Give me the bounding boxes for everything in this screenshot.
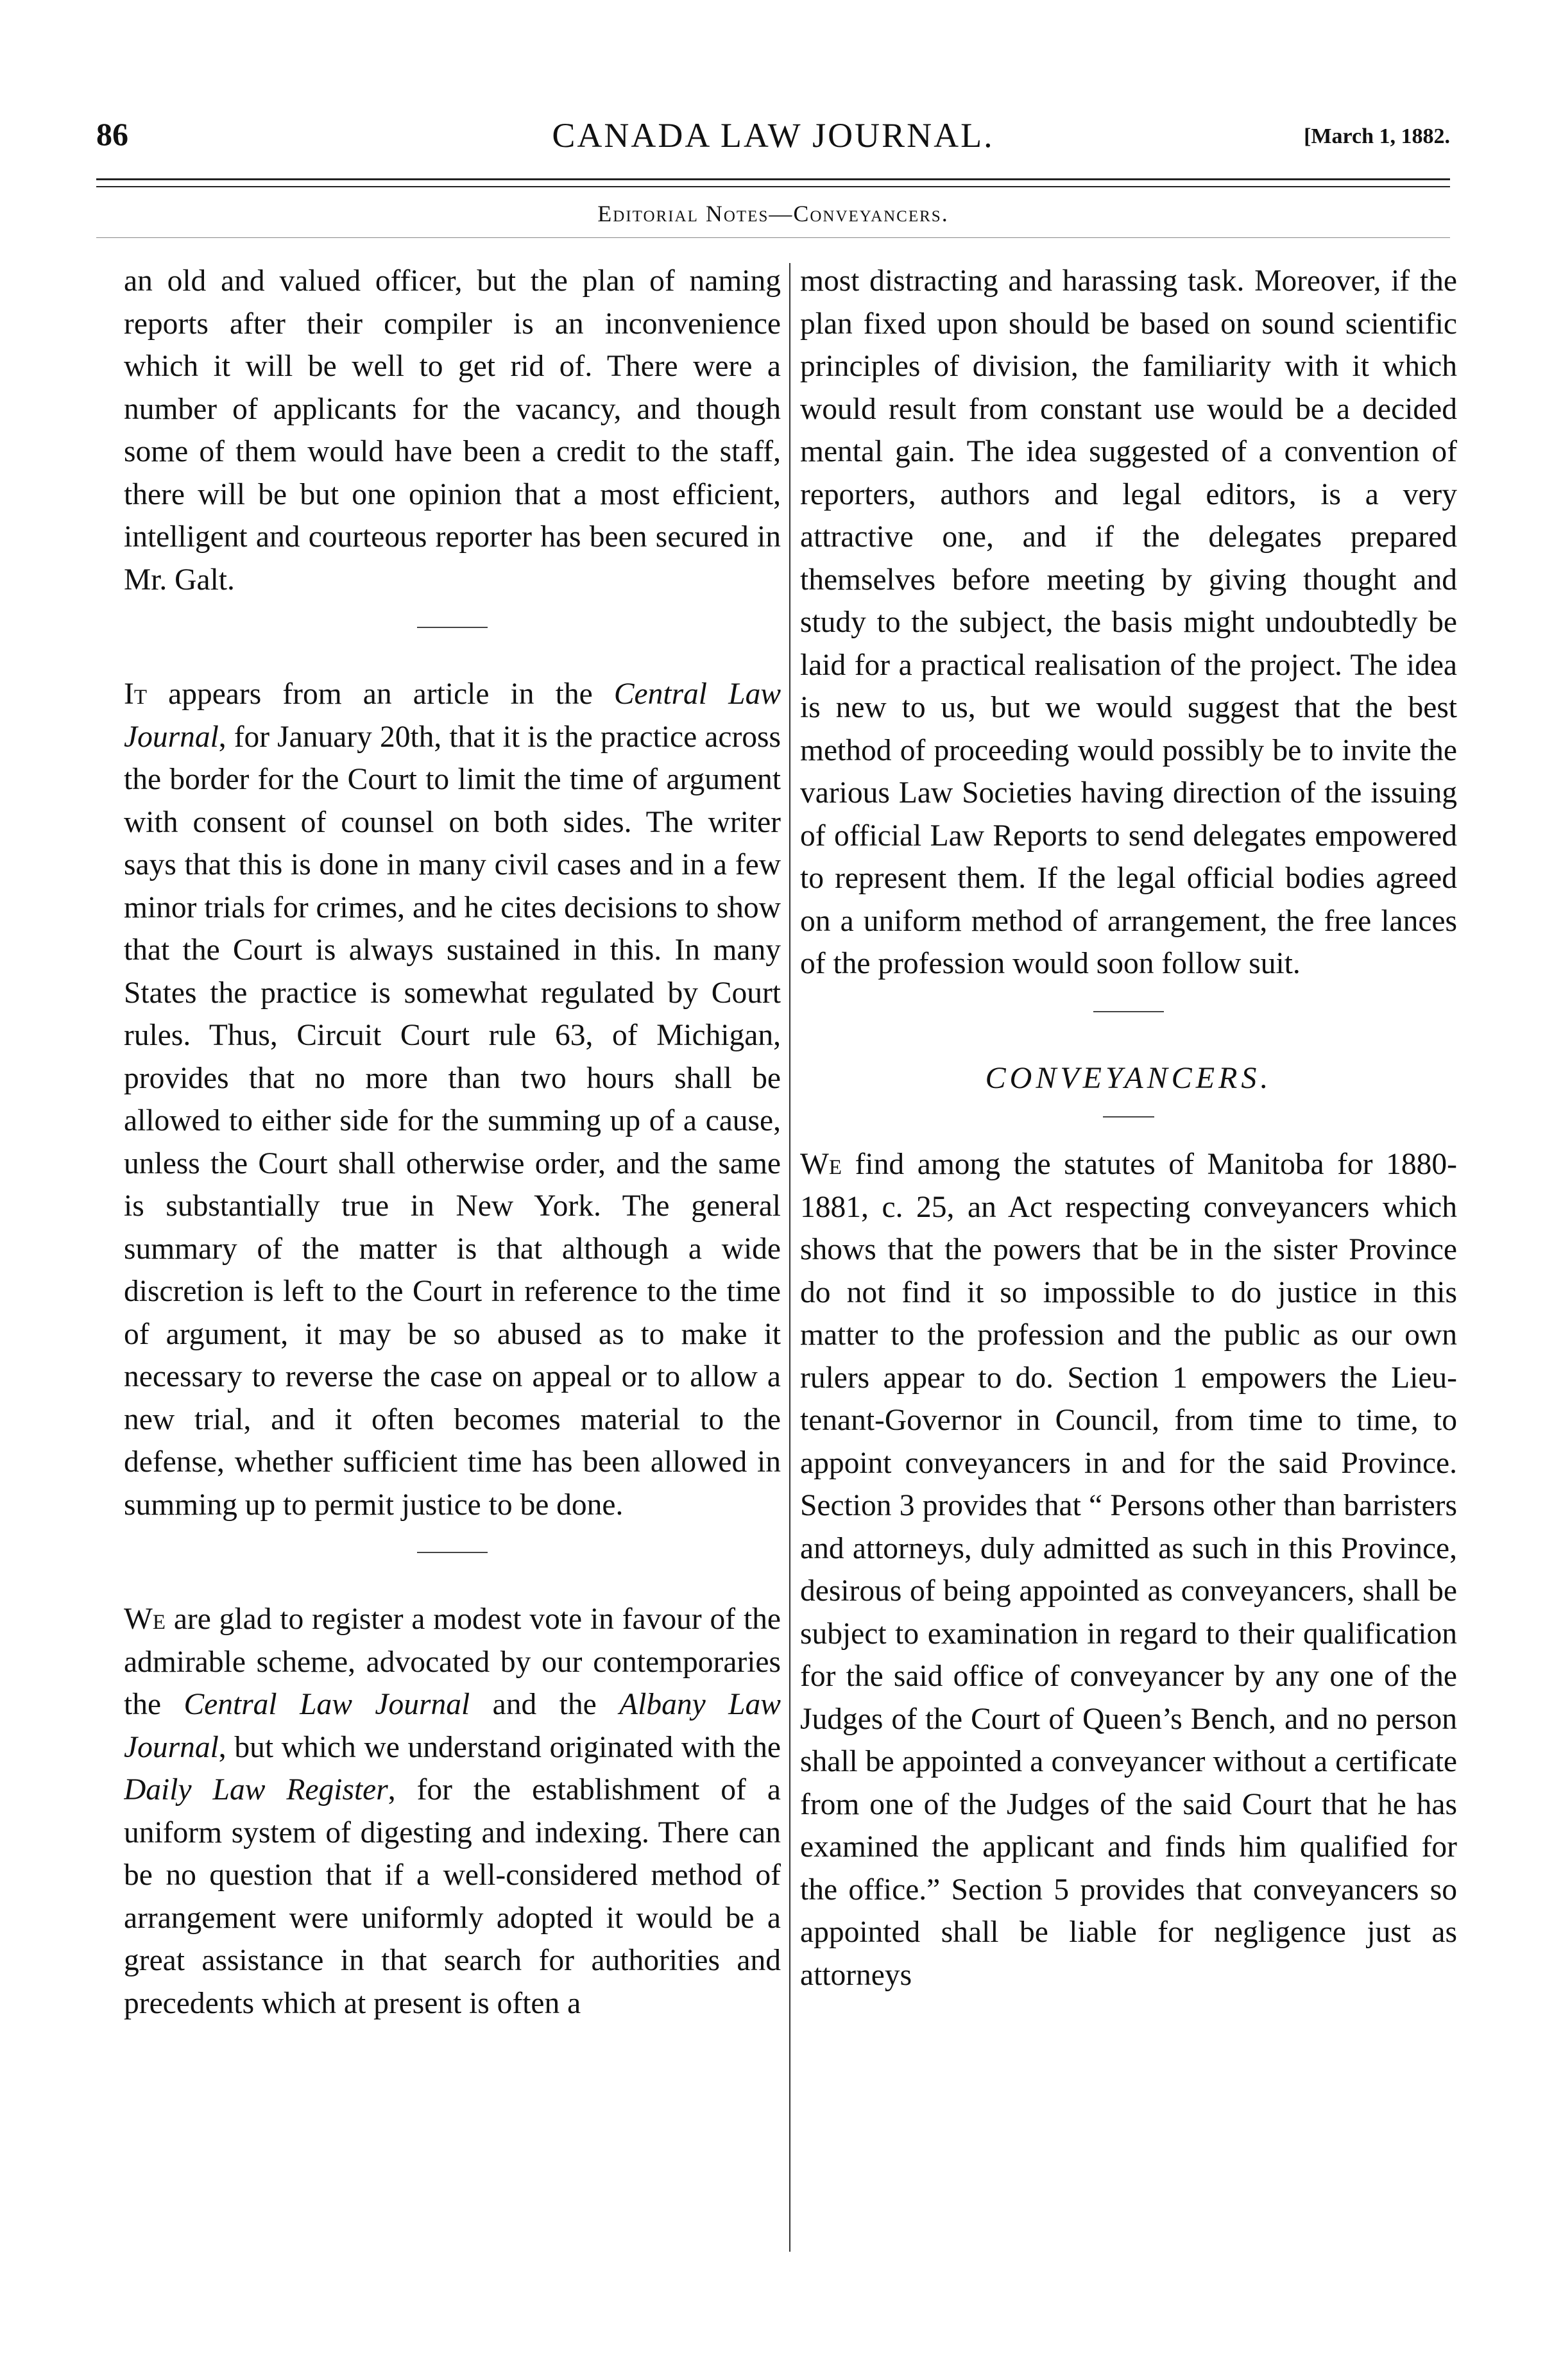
journal-title: CANADA LAW JOURNAL. — [552, 116, 994, 155]
paragraph-continuation: most distracting and harassing task. Moreover, if the plan fixed upon should be based on sound scientific principles of division, the familiarity with it which would result from constant use would be a decided mental gain. The idea suggested of a convention of reporters, authors and legal editors, is a very attractive one, and if the delegates prepared themselves before meeting by giving thought and study to the subject, the basis might undoubtedly be laid for a practical realisation of the project. The idea is new to us, but we would suggest that the best method of proceeding would possibly be to invite the various Law Societies having direction of the issuing of official Law Reports to send delegates empowered to represent them. If the legal official bodies agreed on a uniform method of arrangement, the free lances of the profession would soon follow suit. — [800, 264, 1457, 980]
left-column — [124, 260, 781, 2261]
issue-date: [March 1, 1882. — [1304, 124, 1450, 148]
article-heading-conveyancers: CONVEYANCERS. — [985, 1060, 1272, 1095]
right-column — [800, 260, 1457, 2261]
text-run: appears from an article in the — [146, 677, 614, 711]
text-run: , but which we understand originated with the — [218, 1730, 781, 1764]
section-heading: Editorial Notes—Conveyancers. — [597, 201, 949, 226]
header-rule-thin — [96, 186, 1450, 187]
paragraph-galt: an old and valued officer, but the plan of naming reports after their compiler is an inconvenience which it will be well to get rid of. There were a number of applicants for the vacancy, and though some of them would have been a credit to the staff, there will be but one opinion that a most efficient, intelligent and courteous reporter has been secured in Mr. Galt. — [124, 264, 781, 597]
text-run: , for the establishment of a uniform system of digesting and indexing. There can be no question that if a well-considered method of arrangement were uniformly adopted it would be a great assistance in that search for authorities and precedents which at present is often a — [124, 1773, 781, 2020]
journal-citation: Albany Law Journal — [124, 1688, 781, 1764]
text-run: , for January 20th, that it is the practice across the border for the Court to limit the time of argument with consent of counsel on both sides. The writer says that this is done in many civil cases and in a few minor trials for crimes, and he cites decisions to show that the Court is always sustained in this. In many States the practice is somewhat regulated by Court rules. Thus, Circuit Court rule 63, of Michigan, provides that no more than two hours shall be allowed to either side for the summing up of a cause, unless the Court shall otherwise order, and the same is substantially true in New York. The general summary of the matter is that although a wide discretion is left to the Court in reference to the time of argument, it may be so abused as to make it necessary to reverse the case on appeal or to allow a new trial, and it often becomes material to the defense, whether sufficient time has been allowed in summing up to permit justice to be done. — [124, 720, 781, 1522]
lead-word: We — [124, 1602, 166, 1636]
lead-word: We — [800, 1148, 842, 1181]
paragraph-separator — [417, 627, 488, 628]
section-rule — [96, 237, 1450, 238]
paragraph-digesting-scheme — [124, 1598, 781, 2025]
journal-citation: Central Law Journal — [184, 1688, 470, 1721]
lead-word: It — [124, 677, 147, 711]
paragraph-separator — [1093, 1011, 1164, 1012]
text-run: are glad to register a modest vote in favour of the admirable scheme, advocated by our contemporaries the — [124, 1602, 781, 1721]
paragraph-time-of-argument — [124, 673, 781, 1526]
text-run: find among the statutes of Manitoba for 1880-1881, c. 25, an Act respecting conveyancers which shows that the powers that be in the sister Province do not find it so impossible to do justice in this matter to the profession and the public as our own rulers appear to do. Section 1 empowers the Lieutenant-Governor in Council, from time to time, to appoint conveyancers in and for the said Province. Section 3 provides that “ Persons other than barristers and attorneys, duly admitted as such in this Province, desirous of being appointed as conveyancers, shall be subject to examination in regard to their qualification for the said office of conveyancer by any one of the Judges of the Court of Queen’s Bench, and no person shall be appointed a conveyancer without a certificate from one of the Judges of the said Court that he has examined the applicant and finds him qualified for the office.” Section 5 provides that conveyancers so appointed shall be liable for negligence just as attorneys — [800, 1148, 1457, 1992]
paragraph-separator — [417, 1552, 488, 1553]
paragraph-manitoba-act — [800, 1143, 1457, 1996]
header-rule-thick — [96, 178, 1450, 180]
journal-citation: Central Law Journal — [124, 677, 781, 754]
journal-citation: Daily Law Register — [124, 1773, 388, 1806]
page-number: 86 — [96, 116, 128, 152]
column-divider — [789, 263, 790, 2252]
text-run: and the — [470, 1688, 620, 1721]
heading-separator — [1103, 1116, 1154, 1118]
running-head — [96, 115, 1450, 167]
